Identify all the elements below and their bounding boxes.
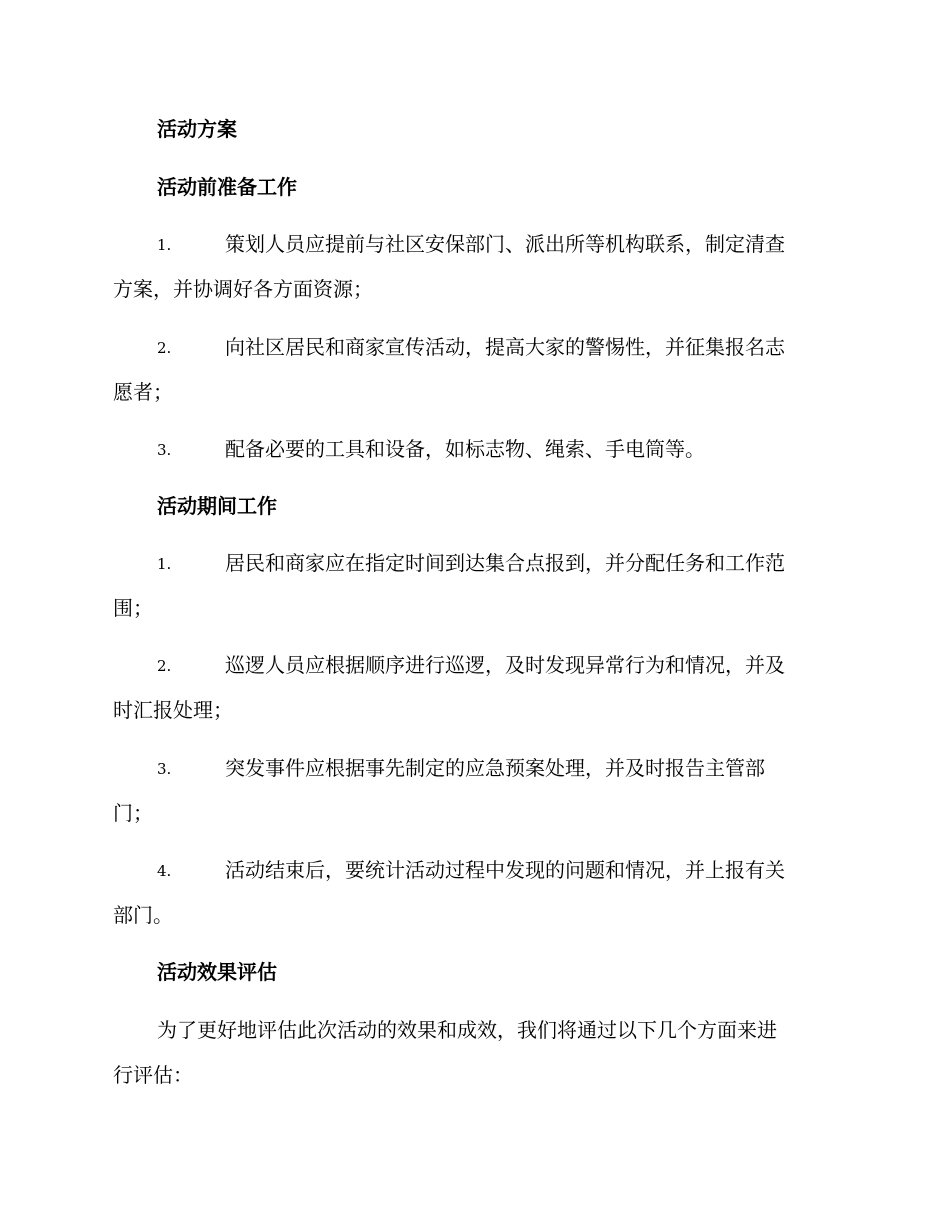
section-heading-preparation: 活动前准备工作: [157, 175, 297, 199]
list-item-number: 1.: [157, 555, 172, 573]
list-item-number: 3.: [157, 441, 172, 459]
list-item-text-continued: 部门。: [113, 903, 173, 927]
section-heading-evaluation: 活动效果评估: [157, 960, 277, 984]
list-item-number: 1.: [157, 236, 172, 254]
list-item-text-continued: 愿者；: [113, 380, 173, 404]
list-item-number: 4.: [157, 862, 172, 880]
list-item-text-continued: 门；: [113, 801, 153, 825]
list-item-text-continued: 方案，并协调好各方面资源；: [113, 277, 373, 301]
paragraph-text-continued: 行评估：: [113, 1063, 193, 1087]
list-item-text: 居民和商家应在指定时间到达集合点报到，并分配任务和工作范: [225, 551, 785, 575]
list-item-text-continued: 围；: [113, 596, 153, 620]
list-item-text-continued: 时汇报处理；: [113, 698, 233, 722]
list-item-number: 2.: [157, 657, 172, 675]
list-item-number: 3.: [157, 760, 172, 778]
list-item-text: 巡逻人员应根据顺序进行巡逻，及时发现异常行为和情况，并及: [225, 653, 785, 677]
list-item-text: 配备必要的工具和设备，如标志物、绳索、手电筒等。: [225, 437, 705, 461]
paragraph-text: 为了更好地评估此次活动的效果和成效，我们将通过以下几个方面来进: [157, 1018, 777, 1042]
list-item-number: 2.: [157, 339, 172, 357]
list-item-text: 策划人员应提前与社区安保部门、派出所等机构联系，制定清查: [225, 232, 785, 256]
list-item-text: 活动结束后，要统计活动过程中发现的问题和情况，并上报有关: [225, 858, 785, 882]
document-title: 活动方案: [157, 117, 237, 141]
list-item-text: 向社区居民和商家宣传活动，提高大家的警惕性，并征集报名志: [225, 335, 785, 359]
section-heading-during: 活动期间工作: [157, 494, 277, 518]
list-item-text: 突发事件应根据事先制定的应急预案处理，并及时报告主管部: [225, 756, 765, 780]
